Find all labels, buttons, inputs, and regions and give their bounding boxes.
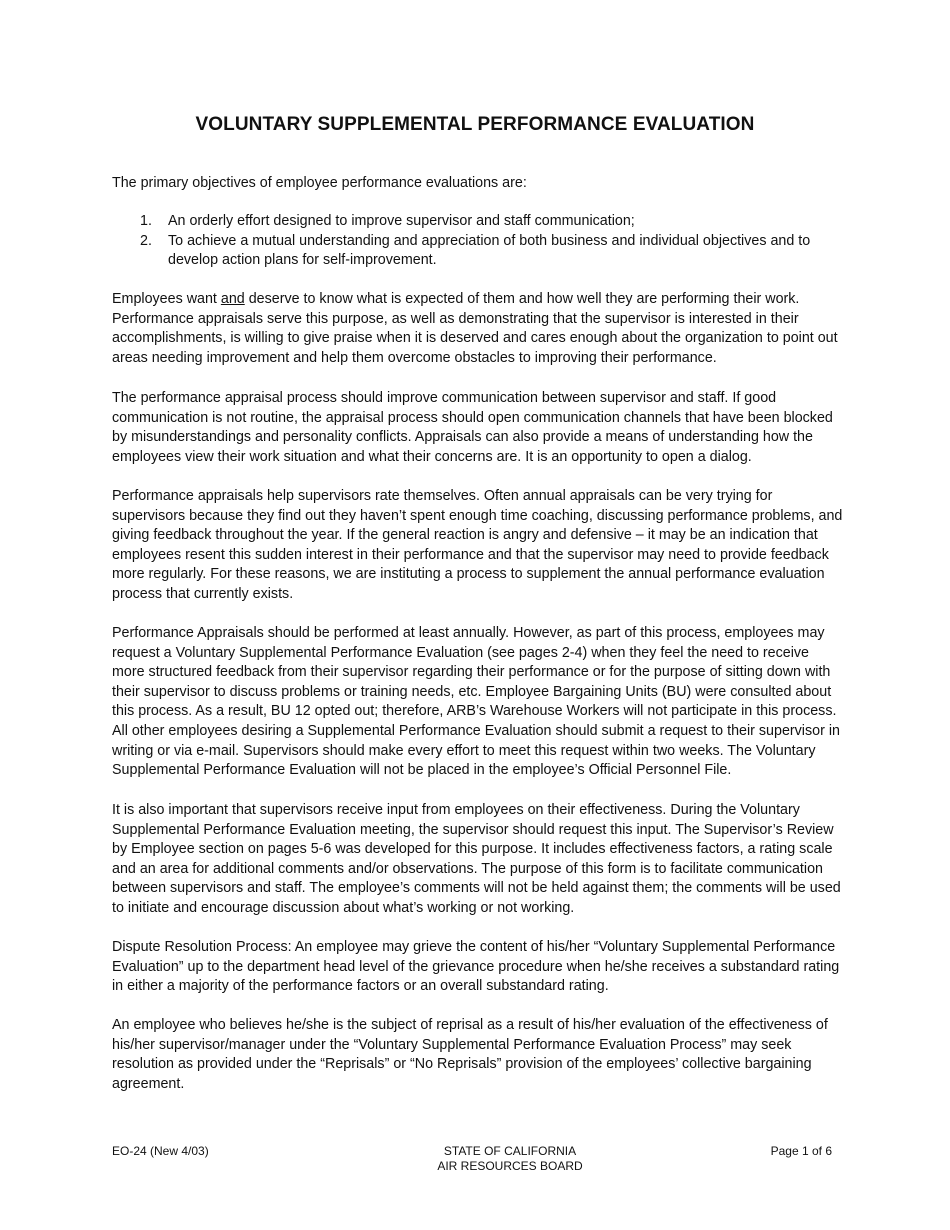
intro-text: The primary objectives of employee performance evaluations are: bbox=[112, 175, 527, 191]
paragraph-communication: The performance appraisal process should improve communication between supervisor and staff. If good communication is not routine, the appraisal process should open communication channels that have been blocked by misunderstandings and personality conflicts. Appraisals can also provide a means of understanding how the employees view their work situation and what their concerns are. It is an opportunity to open a dialog. bbox=[112, 390, 833, 465]
footer-agency-board: AIR RESOURCES BOARD bbox=[437, 1159, 583, 1173]
paragraph-dispute-resolution: Dispute Resolution Process: An employee may grieve the content of his/her “Voluntary Supplemental Performance Evaluation” up to the department head level of the grievance procedure when he/she receives a substandard rating in either a majority of the performance factors or an overall substandard rating. bbox=[112, 939, 840, 995]
document-title: VOLUNTARY SUPPLEMENTAL PERFORMANCE EVALUATION bbox=[195, 114, 755, 135]
paragraph-supervisor-review: It is also important that supervisors receive input from employees on their effectiveness. During the Voluntary Supplemental Performance Evaluation meeting, the supervisor should request this input. The Supervisor’s Review by Employee section on pages 5-6 was developed for this purpose. It includes effectiveness factors, a rating scale and an area for additional comments and/or observations. The purpose of this form is to facilitate communication between supervisors and staff. The employee’s comments will not be held against them; the comments will be used to initiate and encourage discussion about what’s working or not working. bbox=[112, 802, 841, 916]
list-item bbox=[112, 232, 844, 271]
paragraph-text: Employees want bbox=[112, 291, 221, 307]
list-item-text: To achieve a mutual understanding and appreciation of both business and individual objectives and to develop action plans for self-improvement. bbox=[168, 232, 811, 269]
list-item bbox=[112, 212, 844, 232]
paragraph-process: Performance Appraisals should be performed at least annually. However, as part of this process, employees may request a Voluntary Supplemental Performance Evaluation (see pages 2-4) when they feel the need to receive more structured feedback from their supervisor regarding their performance or for the purpose of sitting down with their supervisor to discuss problems or training needs, etc. Employee Bargaining Units (BU) were consulted about this process. As a result, BU 12 opted out; therefore, ARB’s Warehouse Workers will not participate in this process. All other employees desiring a Supplemental Performance Evaluation should submit a request to their supervisor in writing or via e-mail. Supervisors should make every effort to meet this request within two weeks. The Voluntary Supplemental Performance Evaluation will not be placed in the employee’s Official Personnel File. bbox=[112, 625, 840, 779]
paragraph-reprisal: An employee who believes he/she is the subject of reprisal as a result of his/her evaluation of the effectiveness of his/her supervisor/manager under the “Voluntary Supplemental Performance Evaluation Process” may seek resolution as provided under the “Reprisals” or “No Reprisals” provision of the employees’ collective bargaining agreement. bbox=[112, 1017, 828, 1092]
underlined-word: and bbox=[220, 291, 245, 307]
list-item-number: 1. bbox=[140, 213, 152, 229]
footer-form-id: EO-24 (New 4/03) bbox=[112, 1144, 209, 1158]
list-item-number: 2. bbox=[140, 232, 152, 249]
list-item-text: An orderly effort designed to improve supervisor and staff communication; bbox=[168, 213, 635, 229]
paragraph-self-rating: Performance appraisals help supervisors rate themselves. Often annual appraisals can be very trying for supervisors because they find out they haven’t spent enough time coaching, discussing performance problems, and giving feedback throughout the year. If the general reaction is angry and defensive – it may be an indication that employees resent this sudden interest in their performance and that the supervisor may need to provide feedback more regularly. For these reasons, we are instituting a process to supplement the annual performance evaluation process that currently exists. bbox=[112, 488, 843, 602]
footer-agency-state: STATE OF CALIFORNIA bbox=[443, 1144, 577, 1158]
paragraph-expectations bbox=[112, 290, 844, 368]
objectives-list bbox=[112, 212, 844, 271]
footer-page-number: Page 1 of 6 bbox=[770, 1144, 832, 1158]
paragraph-text: deserve to know what is expected of them and how well they are performing their work. Performance appraisals serve this purpose, as well as demonstrating that the supervisor is interested in their accomplishments, is willing to give praise when it is deserved and cares enough about the organization to point out areas needing improvement and help them overcome obstacles to improving their performance. bbox=[112, 291, 838, 366]
